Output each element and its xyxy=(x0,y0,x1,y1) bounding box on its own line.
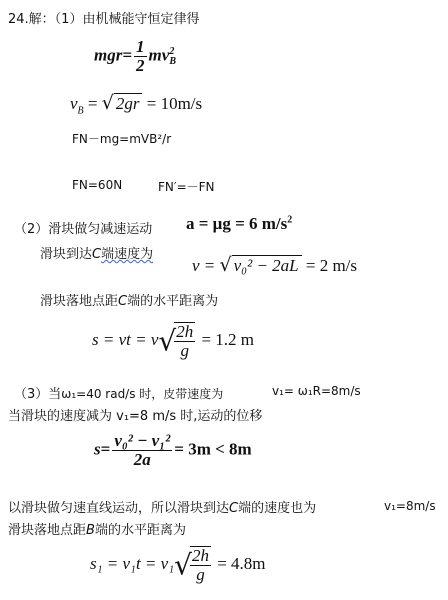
velocity-b-equation: $v_B$ = √ 2gr = 10m/s xyxy=(70,92,203,117)
sqrt-symbol: √ xyxy=(219,254,232,276)
sqrt-symbol: √ xyxy=(101,92,114,114)
sqrt-symbol: √ xyxy=(174,548,192,582)
energy-equation: mgr= $\frac{1}{2}$ mv 2 B xyxy=(94,37,176,75)
solution-heading: 24.解：（1）由机械能守恒定律得 xyxy=(8,12,200,27)
velocity-c-text: 滑块到达C端速度为 xyxy=(40,247,154,262)
normal-force-value: FN=60N xyxy=(72,178,123,192)
uniform-velocity: v₁=8m/s xyxy=(384,499,436,513)
displacement-text: 当滑块的速度减为 v₁=8 m/s 时,运动的位移 xyxy=(8,409,263,424)
distance-b-text: 滑块落地点距B端的水平距离为 xyxy=(8,523,186,538)
acceleration-equation: a = μg = 6 $m/s^2$ xyxy=(186,214,293,233)
distance-c-equation: s = vt = v√ $\frac{2h}{g}$ = 1.2 m xyxy=(92,322,255,360)
distance-b-equation: s₁ = v₁t = v₁√ $\frac{2h}{g}$ = 4.8m xyxy=(90,546,266,584)
part2-heading: （2）滑块做匀减速运动 xyxy=(14,222,153,237)
uniform-motion-text: 以滑块做匀速直线运动，所以滑块到达C端的速度也为 xyxy=(8,501,317,516)
part3-heading: （3）当ω₁=40 rad/s 时，皮带速度为 xyxy=(14,387,224,402)
displacement-equation: s= $\frac{\text{v₀² − v₁²}}{2a}$ = 3m < 8m xyxy=(94,431,252,469)
velocity-c-equation: v = √ v₀² − 2aL = 2 m/s xyxy=(192,254,358,276)
belt-velocity: v₁= ω₁R=8m/s xyxy=(272,384,361,398)
reaction-force-equation: FN′=－FN xyxy=(158,180,215,194)
sqrt-symbol: √ xyxy=(158,324,177,358)
normal-force-equation: FN－mg=mVB²/r xyxy=(72,132,172,146)
distance-c-text: 滑块落地点距C端的水平距离为 xyxy=(40,294,219,309)
